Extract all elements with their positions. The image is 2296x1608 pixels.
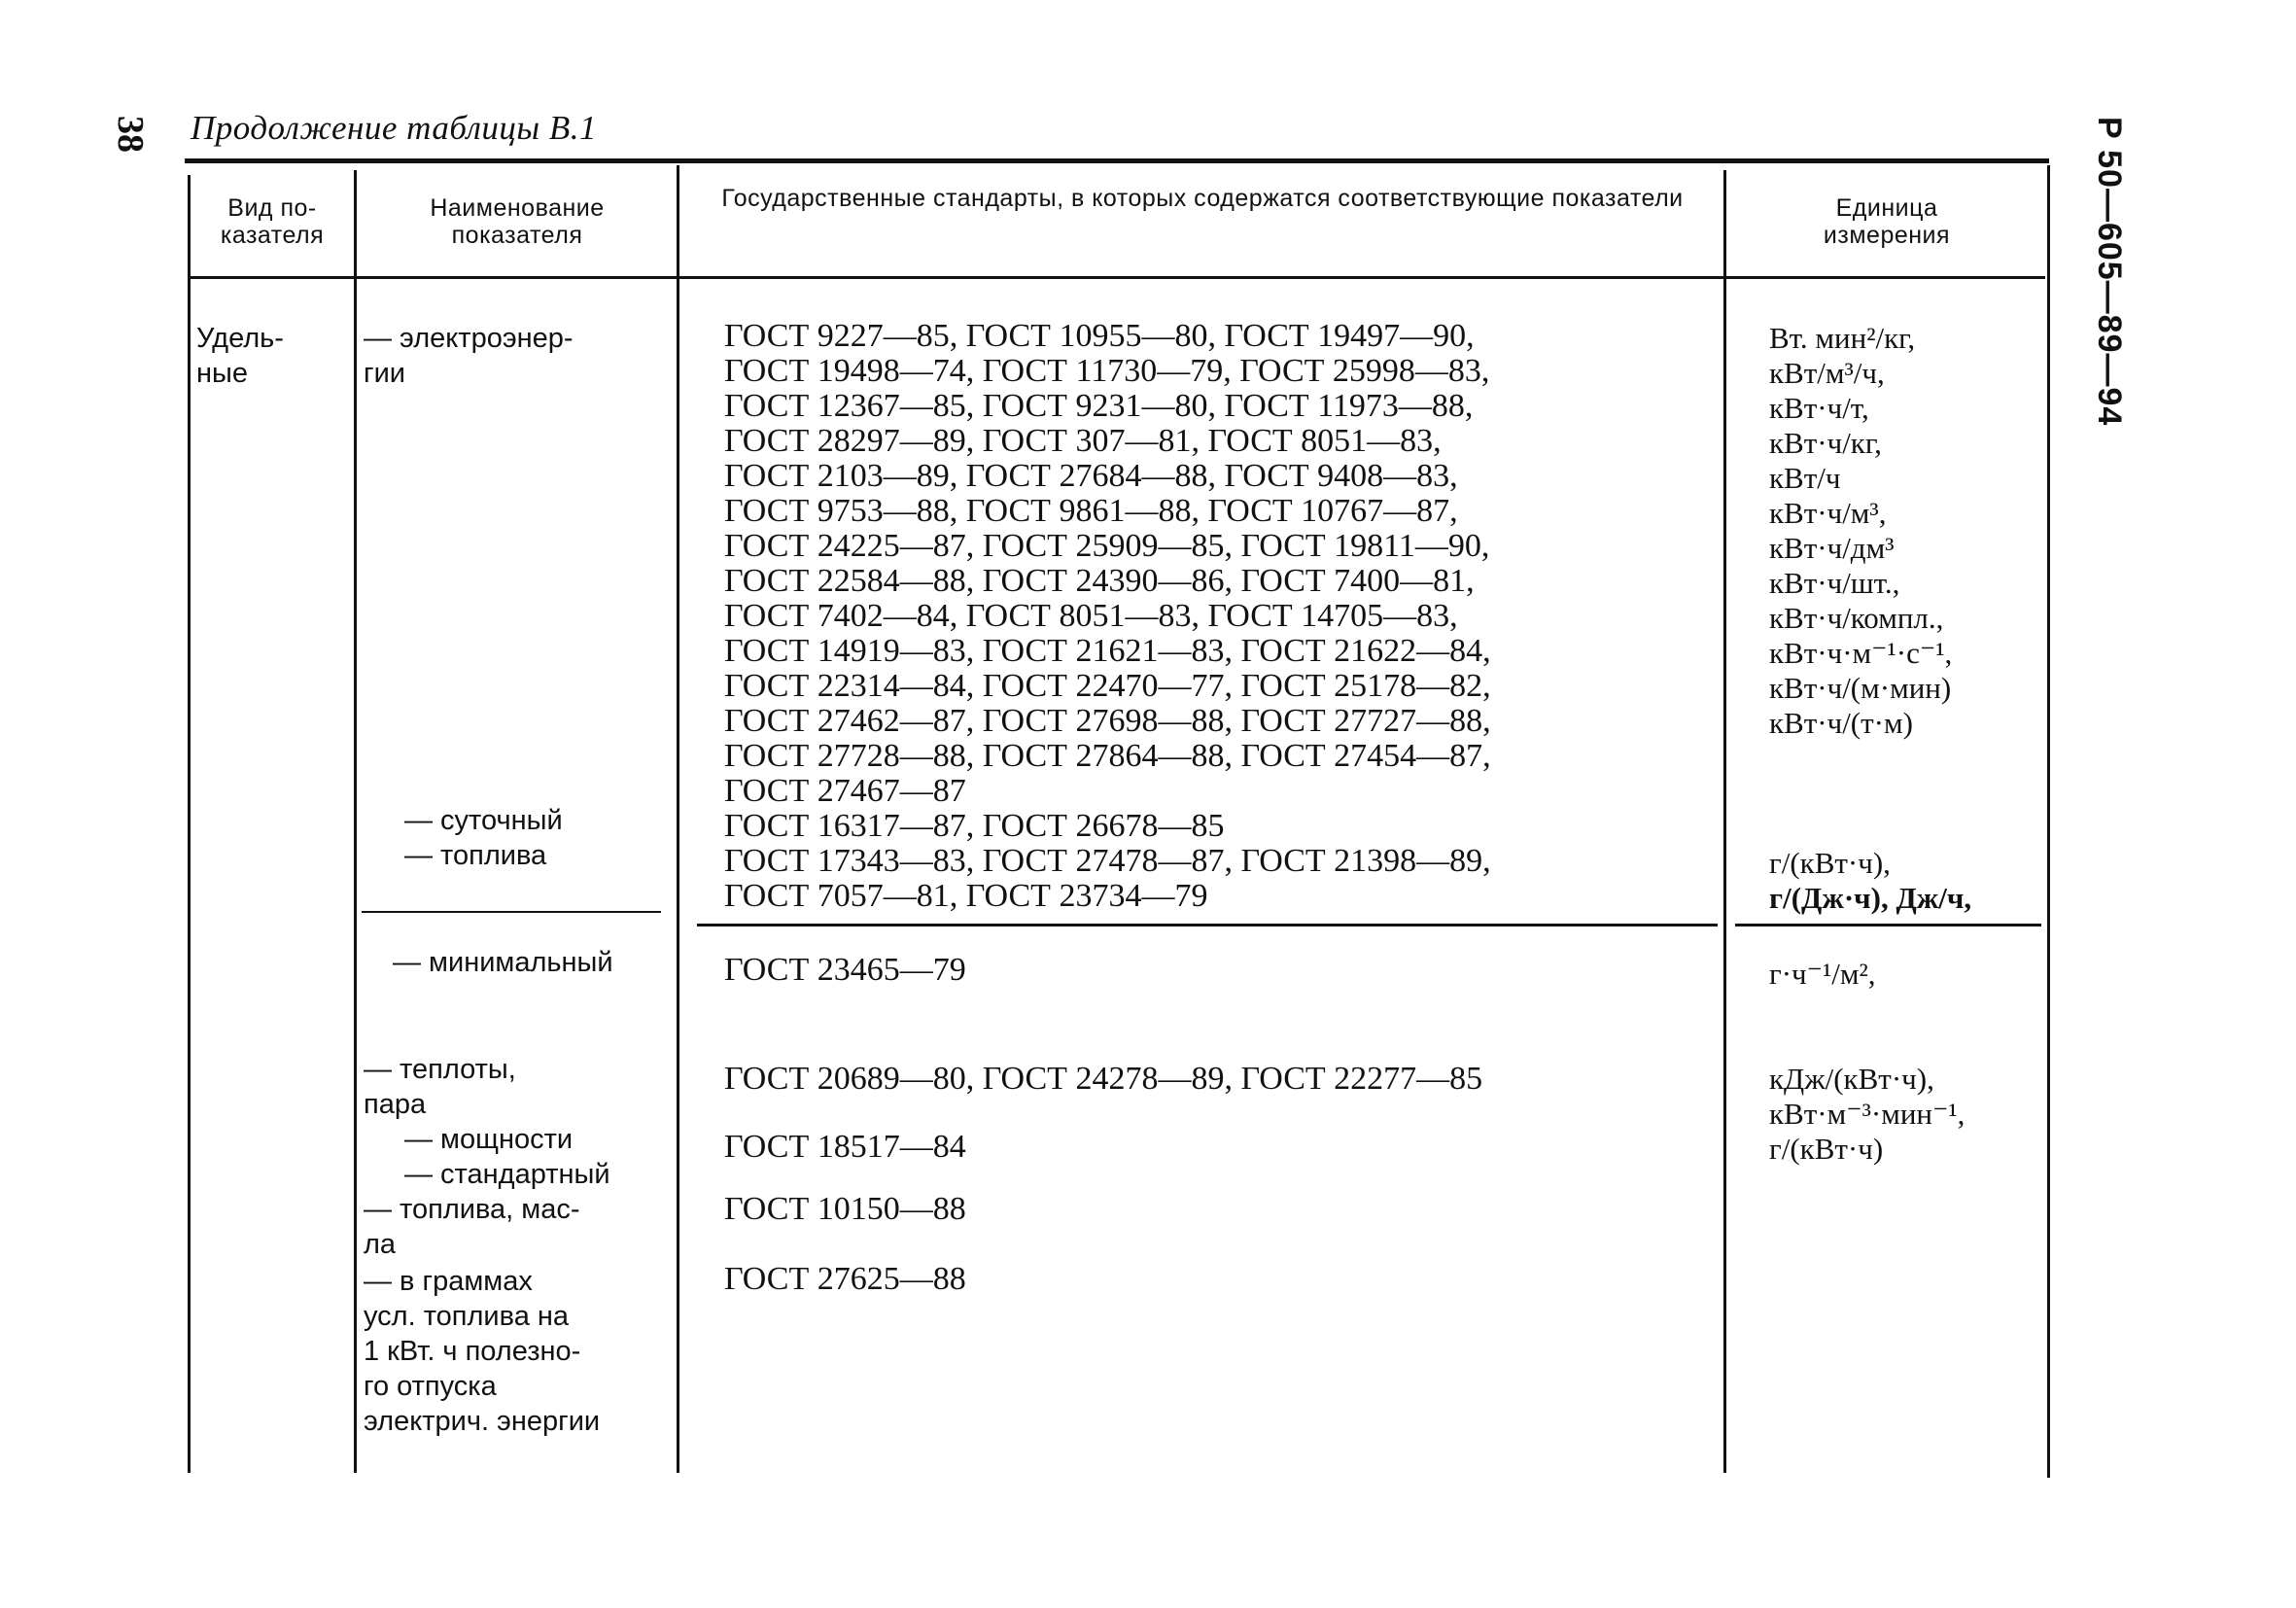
column-divider-1 [354, 170, 357, 1473]
name-fuel-oil: — топлива, мас- ла [364, 1194, 580, 1260]
standard-line: ГОСТ 27462—87, ГОСТ 27698—88, ГОСТ 27727—88, [724, 703, 1491, 739]
group-separator-col4 [1735, 924, 2041, 926]
name-standard: — стандартный [404, 1159, 610, 1190]
unit-line: кВт·ч/(м·мин) [1769, 671, 1952, 705]
unit-line: г/(кВт·ч), [1769, 846, 1891, 880]
page-heading: Продолжение таблицы В.1 [191, 109, 597, 147]
document-code: Р 50—605—89—94 [2091, 117, 2128, 427]
unit-line: кВт·ч/дм³ [1769, 531, 1895, 565]
header-bottom-rule [189, 276, 2045, 279]
standard-line: ГОСТ 28297—89, ГОСТ 307—81, ГОСТ 8051—83, [724, 423, 1442, 459]
header-type: Вид по- казателя [220, 194, 325, 249]
name-daily: — суточный [404, 805, 563, 836]
standard-line: ГОСТ 22314—84, ГОСТ 22470—77, ГОСТ 25178—82, [724, 668, 1491, 704]
group-separator-col2 [362, 911, 661, 913]
standard-line: ГОСТ 14919—83, ГОСТ 21621—83, ГОСТ 21622—84, [724, 633, 1491, 669]
standard-line: ГОСТ 27728—88, ГОСТ 27864—88, ГОСТ 27454—87, [724, 738, 1491, 774]
standard-minimal: ГОСТ 23465—79 [724, 952, 966, 988]
unit-line: кДж/(кВт·ч), [1769, 1062, 1934, 1096]
unit-line: г/(кВт·ч) [1769, 1132, 1884, 1166]
name-minimal: — минимальный [393, 947, 613, 978]
table-left-border [188, 175, 191, 1473]
unit-line: Вт. мин²/кг, [1769, 321, 1916, 355]
name-grams-fuel: — в граммах усл. топлива на 1 кВт. ч полезно- го отпуска электрич. энергии [364, 1266, 601, 1437]
unit-line: кВт/ч [1769, 461, 1841, 495]
unit-line: кВт·ч/кг, [1769, 426, 1882, 460]
unit-line: кВт·ч/м³, [1769, 496, 1887, 530]
unit-line: кВт·м⁻³·мин⁻¹, [1769, 1097, 1966, 1131]
units-fuel-list [1769, 846, 1971, 916]
standard-line-daily: ГОСТ 16317—87, ГОСТ 26678—85 [724, 808, 1225, 844]
unit-line: кВт·ч/шт., [1769, 566, 1900, 600]
unit-line: г/(Дж·ч), Дж/ч, [1769, 881, 1972, 915]
standard-line: ГОСТ 27467—87 [724, 773, 966, 809]
standard-line: ГОСТ 24225—87, ГОСТ 25909—85, ГОСТ 19811—90, [724, 528, 1490, 564]
unit-line: кВт·ч·м⁻¹·с⁻¹, [1769, 636, 1953, 670]
column-divider-3 [1723, 170, 1726, 1473]
unit-line: кВт·ч/т, [1769, 391, 1869, 425]
standard-heat: ГОСТ 20689—80, ГОСТ 24278—89, ГОСТ 22277—85 [724, 1061, 1483, 1097]
unit-line: кВт/м³/ч, [1769, 356, 1885, 390]
standard-line: ГОСТ 12367—85, ГОСТ 9231—80, ГОСТ 11973—88, [724, 388, 1474, 424]
standard-line: ГОСТ 9227—85, ГОСТ 10955—80, ГОСТ 19497—90, [724, 318, 1475, 354]
standard-line: ГОСТ 9753—88, ГОСТ 9861—88, ГОСТ 10767—87, [724, 493, 1458, 529]
name-electric: — электроэнер- гии [364, 323, 574, 389]
column-divider-2 [677, 165, 679, 1473]
header-name: Наименование показателя [430, 194, 605, 249]
unit-line: кВт·ч/компл., [1769, 601, 1944, 635]
unit-minimal: г·ч⁻¹/м², [1769, 957, 1876, 991]
standard-line-fuel: ГОСТ 7057—81, ГОСТ 23734—79 [724, 878, 1208, 914]
group-separator-col3 [697, 924, 1718, 926]
standard-line: ГОСТ 19498—74, ГОСТ 11730—79, ГОСТ 25998—83, [724, 353, 1490, 389]
units-electric-list [1769, 321, 1952, 741]
units-heat-list [1769, 1062, 1965, 1167]
name-power: — мощности [404, 1124, 574, 1155]
standards-electric-list [724, 319, 1491, 914]
standard-line: ГОСТ 7402—84, ГОСТ 8051—83, ГОСТ 14705—83, [724, 598, 1458, 634]
name-heat: — теплоты, пара [364, 1054, 516, 1120]
page-number: 38 [110, 116, 151, 153]
standard-line: ГОСТ 2103—89, ГОСТ 27684—88, ГОСТ 9408—83, [724, 458, 1458, 494]
standard-line-fuel: ГОСТ 17343—83, ГОСТ 27478—87, ГОСТ 21398—89, [724, 843, 1491, 879]
indicator-type: Удель- ные [196, 323, 284, 389]
unit-line: кВт·ч/(т·м) [1769, 706, 1913, 740]
table-right-border [2047, 165, 2050, 1478]
standard-fuel-oil: ГОСТ 10150—88 [724, 1191, 966, 1227]
standard-grams-fuel: ГОСТ 27625—88 [724, 1261, 966, 1297]
standard-standard: ГОСТ 18517—84 [724, 1129, 966, 1165]
table-top-rule [185, 158, 2049, 163]
header-standards: Государственные стандарты, в которых содержатся соответствующие показатели [721, 185, 1684, 212]
header-unit: Единица измерения [1823, 194, 1951, 249]
standard-line: ГОСТ 22584—88, ГОСТ 24390—86, ГОСТ 7400—81, [724, 563, 1475, 599]
name-fuel: — топлива [404, 840, 547, 871]
